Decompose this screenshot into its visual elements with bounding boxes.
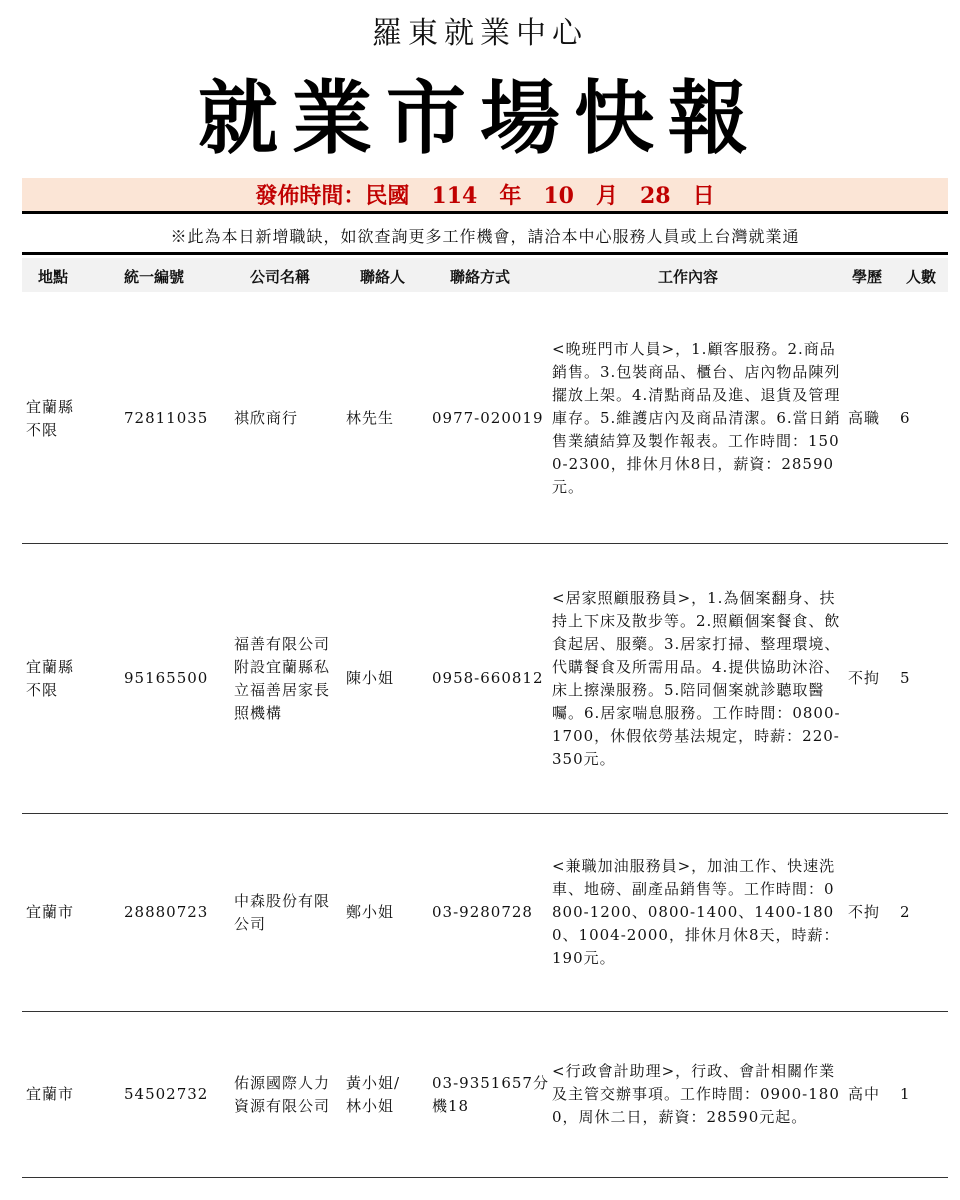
row-company: 中森股份有限公司 bbox=[234, 891, 331, 933]
row-count: 6 bbox=[900, 409, 911, 427]
col-tax-id: 統一編號 bbox=[124, 268, 185, 286]
row-education: 不拘 bbox=[848, 903, 881, 921]
col-company: 公司名稱 bbox=[250, 268, 311, 286]
publish-date: 發佈時間：民國 114 年 10 月 28 日 bbox=[255, 183, 715, 209]
col-contact: 聯絡人 bbox=[360, 268, 406, 286]
row-tax-id: 28880723 bbox=[124, 903, 209, 921]
table-row bbox=[22, 544, 948, 814]
row-contact: 陳小姐 bbox=[346, 669, 395, 687]
row-contact: 林先生 bbox=[346, 409, 395, 427]
row-count: 2 bbox=[900, 903, 911, 921]
col-job: 工作內容 bbox=[658, 268, 719, 286]
table-row bbox=[22, 1012, 948, 1178]
table-top-rule bbox=[22, 252, 948, 255]
row-count: 5 bbox=[900, 669, 911, 687]
row-tax-id: 72811035 bbox=[124, 409, 209, 427]
row-education: 高中 bbox=[848, 1085, 881, 1103]
row-contact: 鄭小姐 bbox=[346, 903, 395, 921]
row-location: 宜蘭縣不限 bbox=[26, 397, 75, 439]
col-education: 學歷 bbox=[852, 268, 883, 286]
row-company: 福善有限公司附設宜蘭縣私立福善居家長照機構 bbox=[234, 634, 331, 722]
table-row bbox=[22, 294, 948, 544]
row-location: 宜蘭市 bbox=[26, 1085, 75, 1103]
row-phone: 0977-020019 bbox=[432, 409, 544, 427]
row-phone: 03-9280728 bbox=[432, 903, 533, 921]
row-count: 1 bbox=[900, 1085, 911, 1103]
row-phone: 0958-660812 bbox=[432, 669, 544, 687]
row-job: <居家照顧服務員>，1.為個案翻身、扶持上下床及散步等。2.照顧個案餐食、飲食起居、服藥。3.居家打掃、整理環境、代購餐食及所需用品。4.提供協助沐浴、床上擦澡服務。5.陪同個案就診聽取醫囑。6.居家喘息服務。工作時間：0800-1700，休假依勞基法規定，時薪：220-350元。 bbox=[552, 588, 841, 768]
col-count: 人數 bbox=[906, 268, 937, 286]
row-company: 祺欣商行 bbox=[234, 409, 299, 427]
table-row bbox=[22, 814, 948, 1012]
row-tax-id: 54502732 bbox=[124, 1085, 209, 1103]
col-location: 地點 bbox=[38, 268, 69, 286]
row-job: <行政會計助理>，行政、會計相關作業及主管交辦事項。工作時間：0900-1800，周休二日，薪資：28590元起。 bbox=[552, 1062, 840, 1126]
row-location: 宜蘭縣不限 bbox=[26, 657, 75, 699]
row-job: <晚班門市人員>，1.顧客服務。2.商品銷售。3.包裝商品、櫃台、店內物品陳列擺放上架。4.清點商品及進、退貨及管理庫存。5.維護店內及商品清潔。6.當日銷售業績結算及製作報表。工作時間：1500-2300，排休月休8日，薪資：28590元。 bbox=[552, 340, 841, 496]
row-education: 高職 bbox=[848, 409, 881, 427]
page-title: 就業市場快報 bbox=[198, 71, 762, 165]
table-header bbox=[22, 258, 948, 292]
row-job: <兼職加油服務員>，加油工作、快速洗車、地磅、副產品銷售等。工作時間：0800-1200、0800-1400、1400-1800、1004-2000，排休月休8天，時薪：190元。 bbox=[552, 857, 840, 967]
center-name: 羅東就業中心 bbox=[372, 16, 588, 51]
row-education: 不拘 bbox=[848, 669, 881, 687]
row-phone: 03-9351657分機18 bbox=[432, 1073, 549, 1115]
col-phone: 聯絡方式 bbox=[450, 268, 511, 286]
row-tax-id: 95165500 bbox=[124, 669, 209, 687]
publish-date-bar bbox=[22, 178, 948, 214]
row-location: 宜蘭市 bbox=[26, 903, 75, 921]
row-contact: 黃小姐/林小姐 bbox=[346, 1073, 401, 1115]
notice-text: ※此為本日新增職缺，如欲查詢更多工作機會，請洽本中心服務人員或上台灣就業通 bbox=[170, 227, 800, 246]
row-company: 佑源國際人力資源有限公司 bbox=[234, 1073, 331, 1115]
